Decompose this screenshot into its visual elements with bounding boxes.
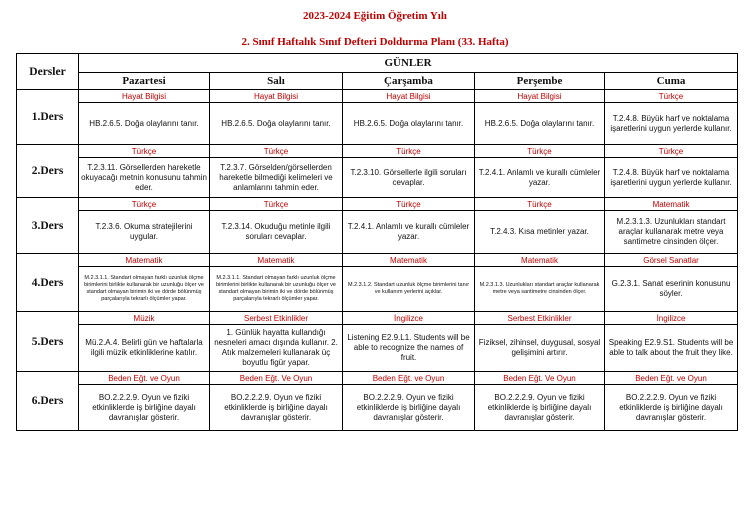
subject-cell: Türkçe [343, 198, 475, 211]
dersler-header: Dersler [17, 54, 79, 90]
lesson-label: 2.Ders [17, 145, 79, 198]
objective-cell: T.2.3.7. Görselden/görsellerden hareketle bilmediği kelimeleri ve anlamlarını tahmin eder. [210, 158, 343, 198]
day-header-thursday: Perşembe [475, 73, 605, 90]
subject-cell: Serbest Etkinlikler [210, 312, 343, 325]
subject-cell: Serbest Etkinlikler [475, 312, 605, 325]
subject-cell: İngilizce [605, 312, 738, 325]
objective-cell: BO.2.2.2.9. Oyun ve fiziki etkinliklerde iş birliğine dayalı davranışlar gösterir. [210, 385, 343, 431]
objective-cell: T.2.3.6. Okuma stratejilerini uygular. [79, 211, 210, 254]
objective-cell: Speaking E2.9.S1. Students will be able to talk about the fruit they like. [605, 325, 738, 372]
subject-cell: Müzik [79, 312, 210, 325]
table-row [17, 385, 738, 431]
objective-cell: M.2.3.1.1. Standart olmayan farklı uzunluk ölçme birimlerini birlikte kullanarak bir uzunluğu ölçer ve standart olmayan birimin iki ve dörde bölünmüş parçalarıyla tekrarlı ölçümler yapar. [210, 267, 343, 312]
subject-cell: Hayat Bilgisi [210, 90, 343, 103]
lesson-label: 3.Ders [17, 198, 79, 254]
objective-cell: BO.2.2.2.9. Oyun ve fiziki etkinliklerde iş birliğine dayalı davranışlar gösterir. [605, 385, 738, 431]
objective-cell: T.2.4.1. Anlamlı ve kurallı cümleler yazar. [475, 158, 605, 198]
subject-cell: Hayat Bilgisi [343, 90, 475, 103]
objective-cell: T.2.4.8. Büyük harf ve noktalama işaretlerini uygun yerlerde kullanır. [605, 158, 738, 198]
gunler-header: GÜNLER [79, 54, 738, 73]
table-row [17, 103, 738, 145]
objective-cell: G.2.3.1. Sanat eserinin konusunu söyler. [605, 267, 738, 312]
page-subtitle: 2. Sınıf Haftalık Sınıf Defteri Doldurma Planı (33. Hafta) [241, 36, 509, 48]
table-row [17, 198, 738, 211]
table-row [17, 158, 738, 198]
subject-cell: Matematik [475, 254, 605, 267]
subject-cell: Türkçe [210, 198, 343, 211]
objective-cell: M.2.3.1.3. Uzunlukları standart araçlar kullanarak metre veya santimetre cinsinden ölçer. [605, 211, 738, 254]
subject-cell: Türkçe [605, 90, 738, 103]
page-title: 2023-2024 Eğitim Öğretim Yılı [303, 10, 447, 22]
subject-cell: Türkçe [79, 145, 210, 158]
lesson-label: 1.Ders [17, 90, 79, 145]
subject-cell: Beden Eğt. ve Oyun [605, 372, 738, 385]
objective-cell: M.2.3.1.3. Uzunlukları standart araçlar kullanarak metre veya santimetre cinsinden ölçer. [475, 267, 605, 312]
subject-cell: Türkçe [210, 145, 343, 158]
objective-cell: BO.2.2.2.9. Oyun ve fiziki etkinliklerde iş birliğine dayalı davranışlar gösterir. [475, 385, 605, 431]
day-header-wednesday: Çarşamba [343, 73, 475, 90]
subject-cell: Görsel Sanatlar [605, 254, 738, 267]
subject-cell: İngilizce [343, 312, 475, 325]
objective-cell: Fiziksel, zihinsel, duygusal, sosyal gelişimini artırır. [475, 325, 605, 372]
subject-cell: Beden Eğt. ve Oyun [79, 372, 210, 385]
table-row [17, 254, 738, 267]
objective-cell: T.2.4.8. Büyük harf ve noktalama işaretlerini uygun yerlerde kullanır. [605, 103, 738, 145]
subject-cell: Matematik [210, 254, 343, 267]
lesson-label: 6.Ders [17, 372, 79, 431]
objective-cell: BO.2.2.2.9. Oyun ve fiziki etkinliklerde iş birliğine dayalı davranışlar gösterir. [343, 385, 475, 431]
table-row [17, 312, 738, 325]
subject-cell: Türkçe [605, 145, 738, 158]
objective-cell: M.2.3.1.2. Standart uzunluk ölçme birimlerini tanır ve kullanım yerlerini açıklar. [343, 267, 475, 312]
objective-cell: T.2.3.10. Görsellerle ilgili soruları cevaplar. [343, 158, 475, 198]
objective-cell: Listening E2.9.L1. Students will be able to recognize the names of fruit. [343, 325, 475, 372]
objective-cell: HB.2.6.5. Doğa olaylarını tanır. [79, 103, 210, 145]
table-row [17, 90, 738, 103]
subject-cell: Türkçe [475, 198, 605, 211]
subject-cell: Hayat Bilgisi [79, 90, 210, 103]
objective-cell: BO.2.2.2.9. Oyun ve fiziki etkinliklerde iş birliğine dayalı davranışlar gösterir. [79, 385, 210, 431]
objective-cell: Mü.2.A.4. Belirli gün ve haftalarla ilgili müzik etkinliklerine katılır. [79, 325, 210, 372]
lesson-label: 4.Ders [17, 254, 79, 312]
day-header-tuesday: Salı [210, 73, 343, 90]
objective-cell: HB.2.6.5. Doğa olaylarını tanır. [343, 103, 475, 145]
table-row [17, 372, 738, 385]
table-row [17, 267, 738, 312]
table-row [17, 211, 738, 254]
objective-cell: HB.2.6.5. Doğa olaylarını tanır. [475, 103, 605, 145]
objective-cell: T.2.4.1. Anlamlı ve kurallı cümleler yazar. [343, 211, 475, 254]
objective-cell: M.2.3.1.1. Standart olmayan farklı uzunluk ölçme birimlerini birlikte kullanarak bir uzunluğu ölçer ve standart olmayan birimin iki ve dörde bölünmüş parçalarıyla tekrarlı ölçümler yapar. [79, 267, 210, 312]
subject-cell: Türkçe [343, 145, 475, 158]
subject-cell: Matematik [605, 198, 738, 211]
subject-cell: Türkçe [475, 145, 605, 158]
objective-cell: T.2.4.3. Kısa metinler yazar. [475, 211, 605, 254]
objective-cell: T.2.3.14. Okuduğu metinle ilgili soruları cevaplar. [210, 211, 343, 254]
table-row [17, 325, 738, 372]
day-header-friday: Cuma [605, 73, 738, 90]
subject-cell: Beden Eğt. ve Oyun [343, 372, 475, 385]
subject-cell: Türkçe [79, 198, 210, 211]
subject-cell: Matematik [343, 254, 475, 267]
weekly-plan-table [16, 53, 738, 431]
lesson-label: 5.Ders [17, 312, 79, 372]
subject-cell: Matematik [79, 254, 210, 267]
subject-cell: Beden Eğt. Ve Oyun [475, 372, 605, 385]
subject-cell: Hayat Bilgisi [475, 90, 605, 103]
table-row [17, 145, 738, 158]
subject-cell: Beden Eğt. Ve Oyun [210, 372, 343, 385]
day-header-monday: Pazartesi [79, 73, 210, 90]
objective-cell: HB.2.6.5. Doğa olaylarını tanır. [210, 103, 343, 145]
objective-cell: 1. Günlük hayatta kullandığı nesneleri amacı dışında kullanır. 2. Atık malzemeleri kullanarak üç boyutlu figür yapar. [210, 325, 343, 372]
objective-cell: T.2.3.11. Görsellerden hareketle okuyacağı metnin konusunu tahmin eder. [79, 158, 210, 198]
